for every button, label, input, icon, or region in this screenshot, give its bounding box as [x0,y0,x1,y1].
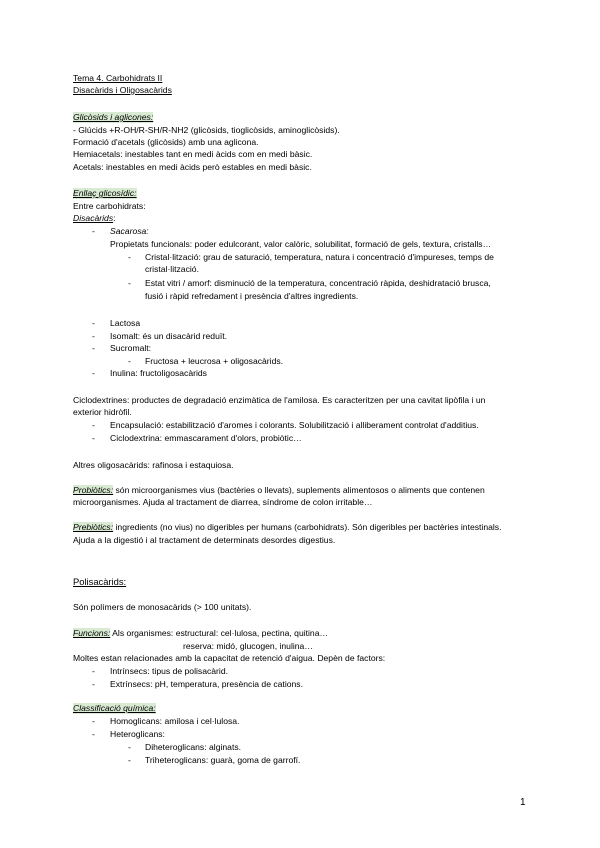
bullet-dash: - [92,343,95,353]
list-item: Heteroglicans: [110,729,165,739]
ciclo-line-a: Ciclodextrines: productes de degradació enzimàtica de l'amilosa. Es caracteritzen per una cavitat lipòfila i un [73,395,486,405]
funcions-term: Funcions: [73,628,111,638]
reserva-line: reserva: midó, glucogen, inulina… [183,641,313,651]
prebiotics-term: Prebiòtics: [73,522,114,532]
probiotics-line-b: microorganismes. Ajuda al tractament de diarrea, síndrome de colon irritable… [73,497,373,507]
polisacarids-heading: Polisacàrids: [73,576,127,587]
disacarids-term: Disacàrids [73,213,114,223]
estat-line-b: fusió i ràpid refredament i presència d'altres ingredients. [145,291,359,301]
title-line2: Disacàrids i Oligosacàrids [73,85,172,95]
list-item: Diheteroglicans: alginats. [145,742,242,752]
cristal-line-b: cristal·lització. [145,264,199,274]
funcions-rest: Als organismes: estructural: cel·lulosa, pectina, quitina… [110,628,329,638]
bullet-dash: - [92,729,95,739]
probiotics-term: Probiòtics: [73,485,114,495]
bullet-dash: - [92,679,95,689]
glicosids-line: Hemiacetals: inestables tant en medi àcids com en medi bàsic. [73,149,313,159]
bullet-dash: - [92,318,95,328]
enllac-heading: Enllaç glicosídic: [73,188,137,198]
propietats-line: Propietats funcionals: poder edulcorant, valor calòric, solubilitat, formació de gels, textura, cristalls… [110,239,492,249]
bullet-dash: - [128,742,131,752]
bullet-dash: - [128,755,131,765]
list-item: Ciclodextrina: emmascarament d'olors, probiòtic… [110,433,302,443]
page-number: 1 [520,797,526,808]
prebiotics-line-a [73,522,501,533]
sacarosa-label: Sacarosa: [110,226,149,236]
prebiotics-line-b: Ajuda a la digestió i al tractament de determinats desordes digestius. [73,535,336,545]
bullet-dash: - [92,331,95,341]
disacarids-label [73,213,116,224]
sucromalt-sub: Fructosa + leucrosa + oligosacàrids. [145,356,284,366]
list-item: Lactosa [110,318,141,328]
list-item: Extrínsecs: pH, temperatura, presència de cations. [110,679,303,689]
list-item: Triheteroglicans: guarà, goma de garrofí. [145,755,301,765]
prebiotics-rest: ingredients (no vius) no digeribles per humans (carbohidrats). Són digeribles per bactèries intestinals. [113,522,502,532]
glicosids-line: Acetals: inestables en medi àcids però estables en medi bàsic. [73,162,312,172]
bullet-dash: - [92,716,95,726]
list-item: Sucromalt: [110,343,152,353]
bullet-dash: - [92,226,95,236]
probiotics-line-a [73,485,485,496]
cristal-line-a: Cristal·lització: grau de saturació, temperatura, natura i concentració d'impureses, temps de [145,252,494,262]
estat-line-a: Estat vitri / amorf: disminució de la temperatura, concentració ràpida, deshidratació brusca, [145,278,491,288]
list-item: Intrínsecs: tipus de polisacàrid. [110,666,228,676]
polisacarids-def: Són polímers de monosacàrids (> 100 unitats). [73,602,252,612]
list-item: Inulina: fructoligosacàrids [110,368,207,378]
disacarids-colon: : [113,213,116,223]
enllac-entre: Entre carbohidrats: [73,201,146,211]
bullet-dash: - [128,356,131,366]
ciclo-line-b: exterior hidròfil. [73,407,132,417]
list-item: Isomalt: és un disacàrid reduït. [110,331,228,341]
bullet-dash: - [92,420,95,430]
bullet-dash: - [128,252,131,262]
bullet-dash: - [92,433,95,443]
moltes-line: Moltes estan relacionades amb la capacitat de retenció d'aigua. Depèn de factors: [73,653,386,663]
bullet-dash: - [92,368,95,378]
list-item: Homoglicans: amilosa i cel·lulosa. [110,716,240,726]
glicosids-line: - Glúcids +R-OH/R-SH/R-NH2 (glicòsids, tioglicòsids, aminoglicòsids). [73,125,340,135]
bullet-dash: - [92,666,95,676]
list-item: Encapsulació: estabilització d'aromes i colorants. Solubilització i alliberament controlat d'additius. [110,420,479,430]
glicosids-line: Formació d'acetals (glicòsids) amb una aglicona. [73,137,259,147]
bullet-dash: - [128,278,131,288]
title-line1: Tema 4. Carbohidrats II [73,73,163,83]
classif-heading: Classificació química: [73,703,156,713]
funcions-line [73,628,328,639]
probiotics-rest: són microorganismes vius (bactèries o llevats), suplements alimentosos o aliments que contenen [113,485,485,495]
altres-line: Altres oligosacàrids: rafinosa i estaquiosa. [73,460,234,470]
glicosids-heading: Glicòsids i aglicones: [73,112,154,122]
